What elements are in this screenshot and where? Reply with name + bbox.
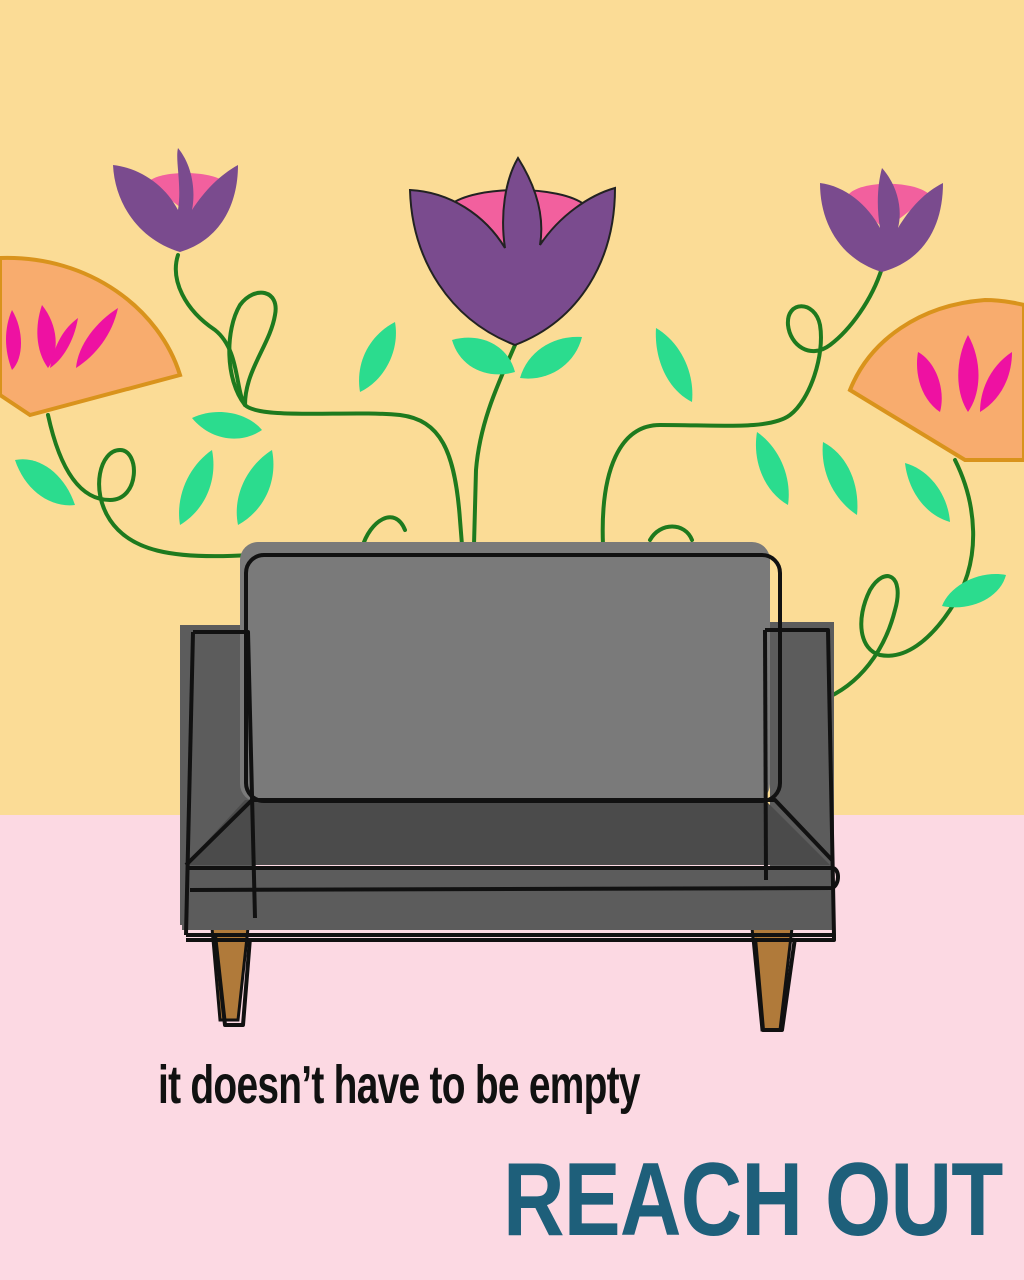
tagline: it doesn’t have to be empty (158, 1055, 640, 1115)
headline: REACH OUT (503, 1142, 1003, 1258)
